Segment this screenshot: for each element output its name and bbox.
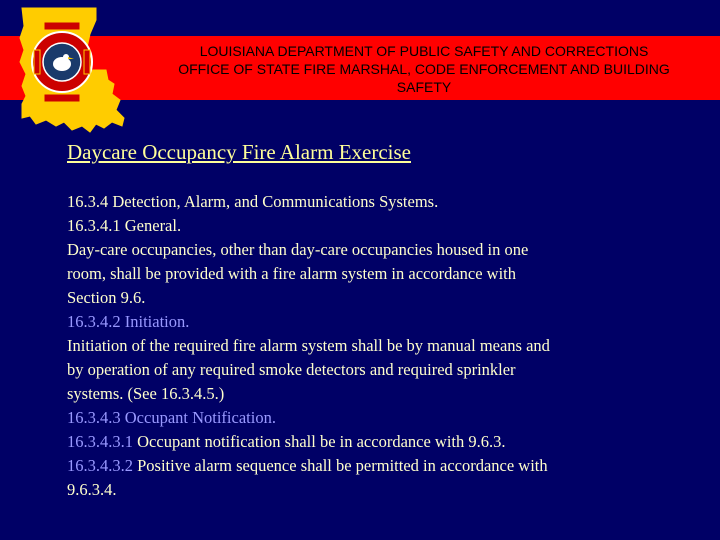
clause-text: Positive alarm sequence shall be permitted in accordance with (133, 456, 548, 475)
paragraph-line (67, 454, 667, 478)
header-line-2: OFFICE OF STATE FIRE MARSHAL, CODE ENFORCEMENT AND BUILDING (178, 61, 670, 77)
paragraph-line: Section 9.6. (67, 288, 146, 307)
code-text (67, 190, 667, 502)
paragraph-line: by operation of any required smoke detectors and required sprinkler (67, 360, 516, 379)
paragraph-line: systems. (See 16.3.4.5.) (67, 384, 225, 403)
clause-number: 16.3.4.3.2 (67, 456, 133, 475)
paragraph-line (67, 430, 667, 454)
paragraph-line: Initiation of the required fire alarm system shall be by manual means and (67, 336, 550, 355)
header-text (128, 42, 720, 96)
louisiana-state-seal-icon (0, 0, 140, 140)
header-line-1: LOUISIANA DEPARTMENT OF PUBLIC SAFETY AND CORRECTIONS (199, 43, 649, 59)
subsection-heading: 16.3.4.3 Occupant Notification. (67, 408, 276, 427)
page-title: Daycare Occupancy Fire Alarm Exercise (67, 140, 411, 164)
header-line-3: SAFETY (396, 79, 452, 95)
clause-number: 16.3.4.3.1 (67, 432, 133, 451)
section-heading: 16.3.4 Detection, Alarm, and Communications Systems. (67, 192, 439, 211)
subsection-heading: 16.3.4.2 Initiation. (67, 312, 190, 331)
paragraph-line: room, shall be provided with a fire alarm system in accordance with (67, 264, 517, 283)
subsection-heading: 16.3.4.1 General. (67, 216, 182, 235)
paragraph-line: Day-care occupancies, other than day-care occupancies housed in one (67, 240, 529, 259)
clause-text: Occupant notification shall be in accordance with 9.6.3. (133, 432, 506, 451)
paragraph-line: 9.6.3.4. (67, 480, 117, 499)
